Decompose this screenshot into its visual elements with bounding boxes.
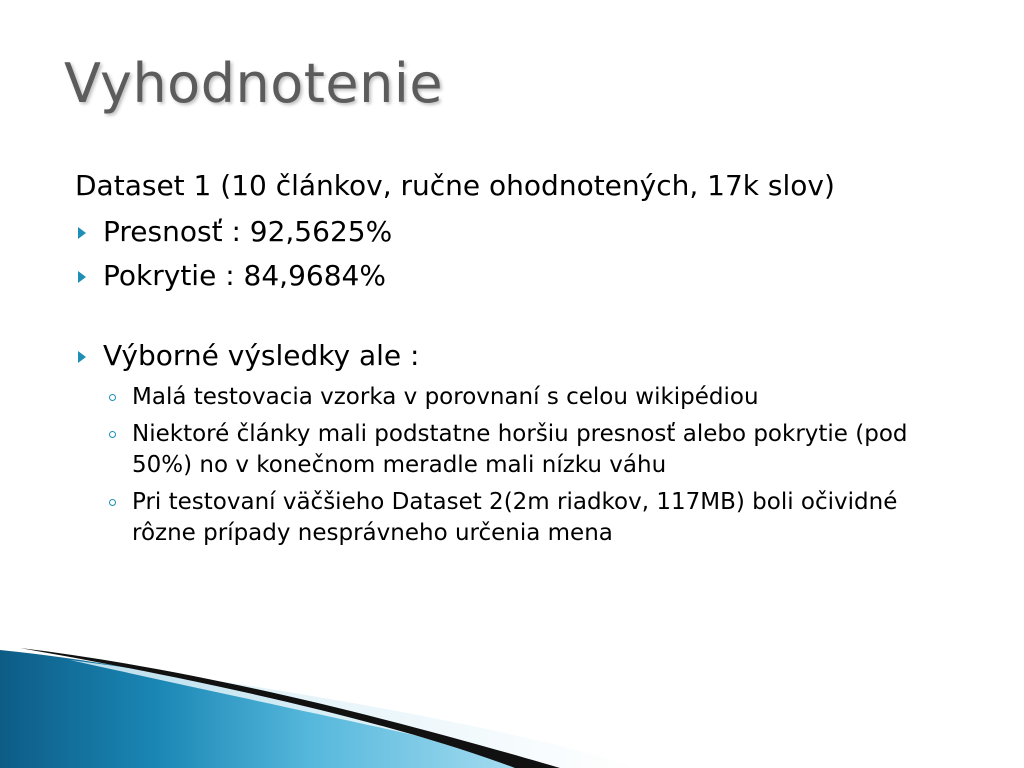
sub-bullet-text: Malá testovacia vzorka v porovnaní s celou wikipédiou	[132, 384, 759, 410]
bullet-coverage	[75, 258, 945, 294]
bullet-text: Presnosť : 92,5625%	[103, 215, 393, 248]
bullet-text: Výborné výsledky ale :	[103, 339, 420, 372]
bullet-results	[75, 338, 945, 374]
slide-body	[75, 168, 945, 555]
sub-bullet-articles	[75, 419, 945, 481]
sub-bullet-small-sample	[75, 382, 945, 413]
arrow-bullet-icon	[78, 351, 86, 363]
circle-bullet-icon	[109, 394, 116, 401]
sub-bullet-dataset2	[75, 487, 945, 549]
dataset-intro: Dataset 1 (10 článkov, ručne ohodnotených, 17k slov)	[75, 169, 835, 202]
arrow-bullet-icon	[78, 271, 86, 283]
circle-bullet-icon	[109, 499, 116, 506]
slide-title: Vyhodnotenie	[64, 52, 444, 115]
bullet-text: Pokrytie : 84,9684%	[103, 259, 386, 292]
arrow-bullet-icon	[78, 227, 86, 239]
bullet-precision	[75, 214, 945, 250]
sub-bullet-text: Pri testovaní väčšieho Dataset 2(2m riadkov, 117MB) boli očividné rôzne prípady nesprávneho určenia mena	[132, 489, 898, 546]
circle-bullet-icon	[109, 431, 116, 438]
sub-bullet-text: Niektoré články mali podstatne horšiu presnosť alebo pokrytie (pod 50%) no v konečnom meradle mali nízku váhu	[132, 421, 908, 478]
